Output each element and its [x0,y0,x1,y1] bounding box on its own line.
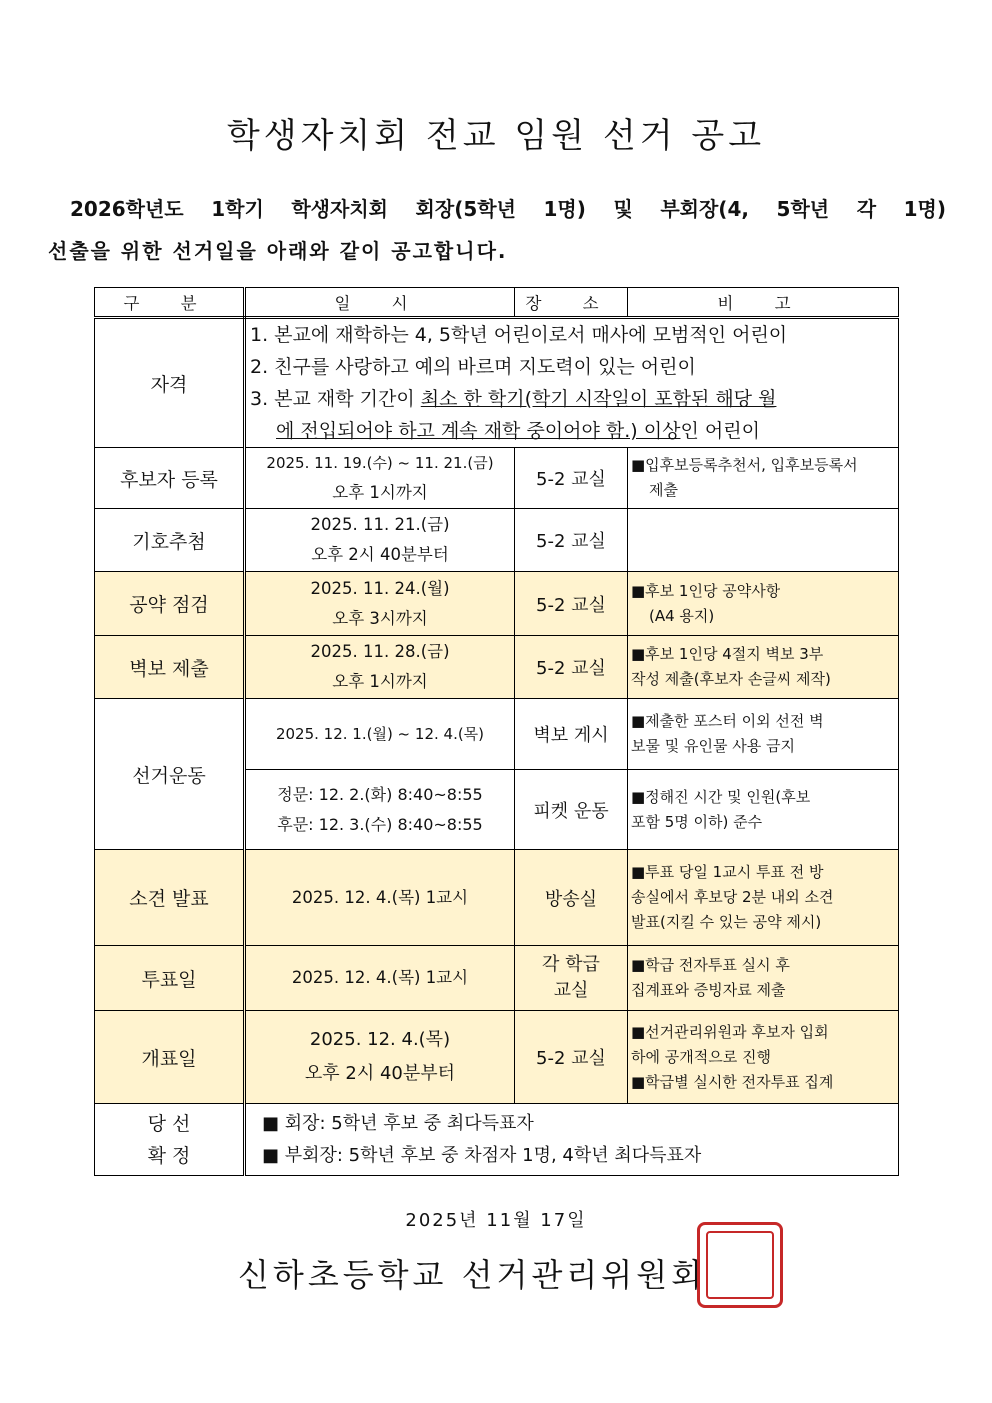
count-category: 개표일 [95,1011,245,1104]
table-row-vote [95,946,899,1011]
row-remarks-line-2: 제출 [649,481,678,499]
vote-datetime: 2025. 12. 4.(목) 1교시 [245,946,515,1011]
notice-date: 2025년 11월 17일 [405,1210,587,1231]
qualification-line-4b: 인 어린이 [680,420,760,442]
table-row [95,509,899,572]
row-datetime [245,448,515,509]
row-datetime [245,572,515,636]
election-schedule-table [94,287,899,1176]
row-place: 5-2 교실 [515,509,628,572]
row-remarks-line-2: (A4 용지) [649,606,715,625]
header-datetime: 일 시 [245,288,515,318]
speech-place: 방송실 [515,850,628,946]
count-remarks [628,1011,899,1104]
row-datetime-line-1: 2025. 11. 28.(금) [310,642,450,661]
remarks-line-1: ■정해진 시간 및 인원(후보 [631,787,811,806]
remarks-line-3: ■학급별 실시한 전자투표 집계 [631,1072,834,1091]
speech-datetime: 2025. 12. 4.(목) 1교시 [245,850,515,946]
vote-place-line-1: 각 학급 [542,954,600,975]
remarks-line-2: 송실에서 후보당 2분 내외 소견 [631,888,834,906]
speech-remarks [628,850,899,946]
count-datetime [245,1011,515,1104]
row-place: 5-2 교실 [515,636,628,699]
row-datetime-line-2: 오후 1시까지 [332,672,428,691]
qualification-line-1: 1. 본교에 재학하는 4, 5학년 어린이로서 매사에 모범적인 어린이 [250,324,788,346]
qualification-line-4 [250,415,894,447]
campaign-picket-remarks [628,770,899,850]
row-category: 후보자 등록 [95,448,245,509]
qualification-line-3b: 최소 한 학기(학기 시작일이 포함된 해당 월 [420,388,777,410]
remarks-line-1: ■학급 전자투표 실시 후 [631,956,790,974]
row-place: 5-2 교실 [515,448,628,509]
intro-line-1: 2026학년도 1학기 학생자치회 회장(5학년 1명) 및 부회장(4, 5학년 각 1명) [70,197,946,221]
campaign-picket-place: 피켓 운동 [515,770,628,850]
row-category: 기호추첨 [95,509,245,572]
elected-line-1: ■ 회장: 5학년 후보 중 최다득표자 [262,1112,534,1134]
elected-category [95,1104,245,1176]
remarks-line-3: 발표(지킬 수 있는 공약 제시) [631,913,822,931]
table-header-row [95,288,899,318]
table-row-elected [95,1104,899,1176]
header-place: 장 소 [515,288,628,318]
row-datetime [245,636,515,699]
remarks-line-2: 하에 공개적으로 진행 [631,1047,771,1066]
table-row [95,636,899,699]
speech-category: 소견 발표 [95,850,245,946]
row-remarks-line-1: ■입후보등록추천서, 입후보등록서 [631,456,858,474]
vote-remarks [628,946,899,1011]
campaign-poster-remarks [628,699,899,770]
page-title: 학생자치회 전교 임원 선거 공고 [226,116,766,156]
row-datetime-line-1: 2025. 11. 24.(월) [310,578,450,598]
row-datetime-line-2: 오후 1시까지 [332,483,428,502]
campaign-picket-datetime [245,770,515,850]
qualification-line-3 [250,383,894,415]
row-remarks-line-1: ■후보 1인당 공약사항 [631,581,781,600]
row-datetime-line-1: 2025. 11. 19.(수) ~ 11. 21.(금) [266,454,494,472]
remarks-line-1: ■제출한 포스터 이외 선전 벽 [631,712,824,730]
table-row [95,448,899,509]
elected-category-line-2: 확 정 [147,1144,191,1167]
row-remarks-line-1: ■후보 1인당 4절지 벽보 3부 [631,645,824,663]
qualification-label: 자격 [95,318,245,448]
remarks-line-1: ■투표 당일 1교시 투표 전 방 [631,863,824,881]
picket-line-1: 정문: 12. 2.(화) 8:40~8:55 [277,784,483,804]
remarks-line-2: 보물 및 유인물 사용 금지 [631,737,795,755]
header-category: 구 분 [95,288,245,318]
elected-category-line-1: 당 선 [147,1112,191,1135]
row-place: 5-2 교실 [515,572,628,636]
row-datetime-line-2: 오후 2시 40분부터 [311,545,449,564]
qualification-line-4a: 에 전입되어야 하고 계속 재학 중이어야 함.) 이상 [276,420,681,442]
qualification-line-2: 2. 친구를 사랑하고 예의 바르며 지도력이 있는 어린이 [250,356,696,378]
qualification-content [245,318,899,448]
row-datetime-line-1: 2025. 11. 21.(금) [310,515,450,534]
row-category: 벽보 제출 [95,636,245,699]
row-datetime-line-2: 오후 3시까지 [332,608,428,628]
qualification-line-3a: 3. 본교 재학 기간이 [250,388,421,410]
vote-category: 투표일 [95,946,245,1011]
remarks-line-2: 포함 5명 이하) 준수 [631,812,763,831]
row-remarks [628,572,899,636]
official-seal-icon [697,1222,783,1308]
intro-line-2: 선출을 위한 선거일을 아래와 같이 공고합니다. [48,239,508,263]
elected-line-2: ■ 부회장: 5학년 후보 중 차점자 1명, 4학년 최다득표자 [262,1144,702,1166]
table-row-count [95,1011,899,1104]
row-remarks [628,509,899,572]
organization-name: 신하초등학교 선거관리위원회 [238,1256,707,1294]
vote-place-line-2: 교실 [553,980,589,1001]
campaign-category: 선거운동 [95,699,245,850]
campaign-poster-place: 벽보 게시 [515,699,628,770]
vote-place [515,946,628,1011]
row-remarks [628,448,899,509]
remarks-line-2: 집계표와 증빙자료 제출 [631,981,786,999]
count-datetime-line-2: 오후 2시 40분부터 [304,1063,456,1084]
row-remarks [628,636,899,699]
table-row-qualification [95,318,899,448]
table-row [95,572,899,636]
row-category: 공약 점검 [95,572,245,636]
header-remarks: 비 고 [628,288,899,318]
count-place: 5-2 교실 [515,1011,628,1104]
row-datetime [245,509,515,572]
table-row-campaign-a [95,699,899,770]
picket-line-2: 후문: 12. 3.(수) 8:40~8:55 [277,814,483,834]
count-datetime-line-1: 2025. 12. 4.(목) [309,1029,451,1050]
intro-paragraph [48,188,946,272]
campaign-poster-datetime: 2025. 12. 1.(월) ~ 12. 4.(목) [245,699,515,770]
remarks-line-1: ■선거관리위원과 후보자 입회 [631,1022,829,1041]
elected-content [245,1104,899,1176]
table-row-speech [95,850,899,946]
row-remarks-line-2: 작성 제출(후보자 손글씨 제작) [631,670,831,688]
